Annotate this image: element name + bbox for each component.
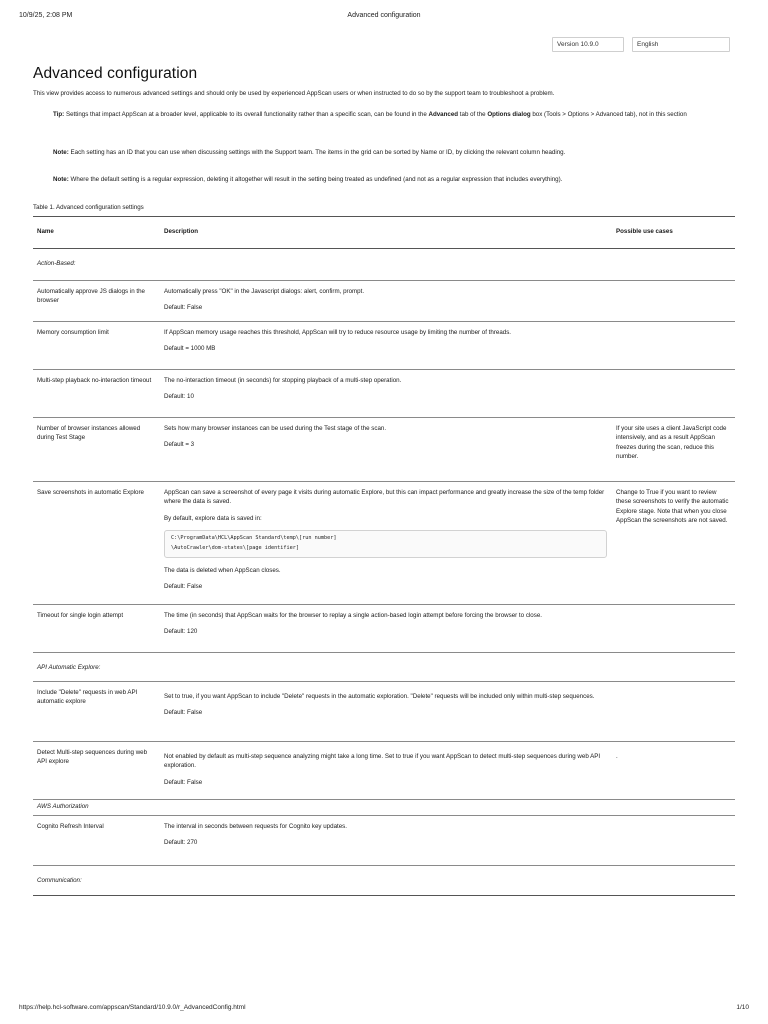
setting-use-case (616, 682, 731, 688)
setting-default: Default: False (164, 582, 203, 590)
table-row (33, 418, 735, 482)
table-row (33, 816, 735, 866)
version-select[interactable]: Version 10.9.0 (552, 37, 624, 52)
setting-default: Default: 120 (164, 628, 198, 636)
setting-default: Default = 1000 MB (164, 345, 216, 353)
setting-use-case (616, 322, 731, 328)
setting-description: AppScan can save a screenshot of every page it visits during automatic Explore, but this can impact performance and greatly increase the size of the temp folder where the data is saved. (164, 489, 605, 506)
section-action-based: Action-Based: (33, 249, 160, 281)
table-row (33, 370, 735, 418)
setting-description: The interval in seconds between requests for Cognito key updates. (164, 823, 347, 830)
setting-use-case (616, 816, 731, 822)
language-select[interactable]: English (632, 37, 730, 52)
setting-use-case (616, 370, 731, 376)
code-line: \AutoCrawler\dom-states\[page identifier] (171, 544, 300, 551)
section-communication: Communication: (33, 866, 160, 896)
table-row (33, 605, 735, 653)
setting-description: The time (in seconds) that AppScan waits for the browser to replay a single action-based login attempt before forcing the browser to close. (164, 612, 542, 619)
tip-text-2: tab of the (458, 111, 488, 118)
table-row (33, 682, 735, 742)
setting-description: Set to true, if you want AppScan to include "Delete" requests in the automatic exploration. "Delete" requests will be included only within multi-step sequences. (164, 693, 595, 700)
setting-description: The no-interaction timeout (in seconds) for stopping playback of a multi-step operation. (164, 377, 402, 384)
setting-description: If AppScan memory usage reaches this threshold, AppScan will try to reduce resource usage by limiting the number of threads. (164, 329, 512, 336)
setting-use-case (616, 281, 731, 287)
print-footer (19, 1003, 749, 1013)
code-line: C:\ProgramData\HCL\AppScan Standard\temp\[run number] (171, 534, 337, 541)
tip-label: Tip: (53, 111, 65, 118)
section-row (33, 800, 735, 816)
setting-description: Sets how many browser instances can be used during the Test stage of the scan. (164, 425, 387, 432)
section-row (33, 866, 735, 896)
table-caption: Table 1. Advanced configuration settings (33, 204, 144, 211)
note-text: Each setting has an ID that you can use when discussing settings with the Support team. The items in the grid can be sorted by Name or ID, by clicking the relevant column heading. (68, 149, 566, 156)
setting-use-case: Change to True if you want to review these screenshots to verify the automatic Explore stage. Note that when you close AppScan the screenshots are not saved. (616, 489, 729, 524)
setting-default: Default: False (164, 709, 203, 717)
setting-name: Detect Multi-step sequences during web API explore (37, 749, 148, 766)
table-header-row (33, 217, 735, 249)
table-row (33, 482, 735, 605)
header-use-cases: Possible use cases (612, 217, 735, 249)
table-row (33, 322, 735, 370)
note-setting-id (53, 148, 732, 157)
setting-name: Cognito Refresh Interval (37, 823, 104, 830)
setting-use-case: . (616, 753, 618, 760)
table-row (33, 742, 735, 800)
setting-name: Number of browser instances allowed during Test Stage (37, 425, 141, 442)
note-regex (53, 175, 732, 184)
setting-default: Default: 270 (164, 839, 198, 847)
setting-name: Multi-step playback no-interaction timeout (37, 377, 152, 384)
setting-default: Default: False (164, 304, 203, 312)
setting-use-case: If your site uses a client JavaScript code intensively, and as a result AppScan freezes during the scan, reduce this number. (616, 425, 727, 460)
tip-note (53, 110, 732, 119)
section-aws: AWS Authorization (33, 800, 160, 816)
setting-use-case (616, 605, 731, 611)
print-doc-title: Advanced configuration (347, 12, 421, 19)
setting-name: Memory consumption limit (37, 329, 109, 336)
page-url[interactable]: https://help.hcl-software.com/appscan/Standard/10.9.0/r_AdvancedConfig.html (19, 1004, 246, 1012)
tip-text-3: box (Tools > Options > Advanced tab), not in this section (530, 111, 687, 118)
tip-dialog: dialog (510, 111, 531, 118)
setting-name: Include "Delete" requests in web API automatic explore (37, 689, 138, 706)
note-label: Note: (53, 176, 69, 183)
code-block (164, 530, 607, 558)
setting-description-path-intro: By default, explore data is saved in: (164, 514, 262, 522)
section-row (33, 653, 735, 682)
setting-default: Default: False (164, 778, 203, 786)
setting-name: Save screenshots in automatic Explore (37, 489, 144, 496)
setting-description-note: The data is deleted when AppScan closes. (164, 566, 281, 574)
section-api-explore: API Automatic Explore: (33, 653, 160, 682)
intro-paragraph: This view provides access to numerous advanced settings and should only be used by experienced AppScan users or when instructed to do so by the support team to troubleshoot a problem. (33, 90, 555, 97)
tip-text-1: Settings that impact AppScan at a broader level, applicable to its overall functionality rather than a specific scan, can be found in the (64, 111, 429, 118)
advanced-config-table (33, 216, 735, 896)
print-datetime: 10/9/25, 2:08 PM (19, 12, 73, 19)
setting-default: Default: 10 (164, 393, 194, 401)
setting-description: Not enabled by default as multi-step sequence analyzing might take a long time. Set to true if you want AppScan to detect multi-step sequences during web API exploration. (164, 753, 601, 770)
tip-advanced: Advanced (428, 111, 459, 118)
setting-name: Timeout for single login attempt (37, 612, 124, 619)
setting-default: Default = 3 (164, 441, 195, 449)
page-selectors (552, 37, 730, 52)
note-text: Where the default setting is a regular expression, deleting it altogether will result in the setting being treated as undefined (and not as a regular expression that includes everything). (68, 176, 563, 183)
note-label: Note: (53, 149, 69, 156)
setting-description: Automatically press "OK" in the Javascript dialogs: alert, confirm, prompt. (164, 288, 365, 295)
header-description: Description (160, 217, 612, 249)
tip-options: Options (487, 111, 511, 118)
section-row (33, 249, 735, 281)
table-row (33, 281, 735, 322)
page-number: 1/10 (736, 1004, 749, 1012)
header-name[interactable]: Name (33, 217, 160, 249)
page-title: Advanced configuration (33, 65, 198, 82)
setting-name: Automatically approve JS dialogs in the browser (37, 288, 145, 305)
